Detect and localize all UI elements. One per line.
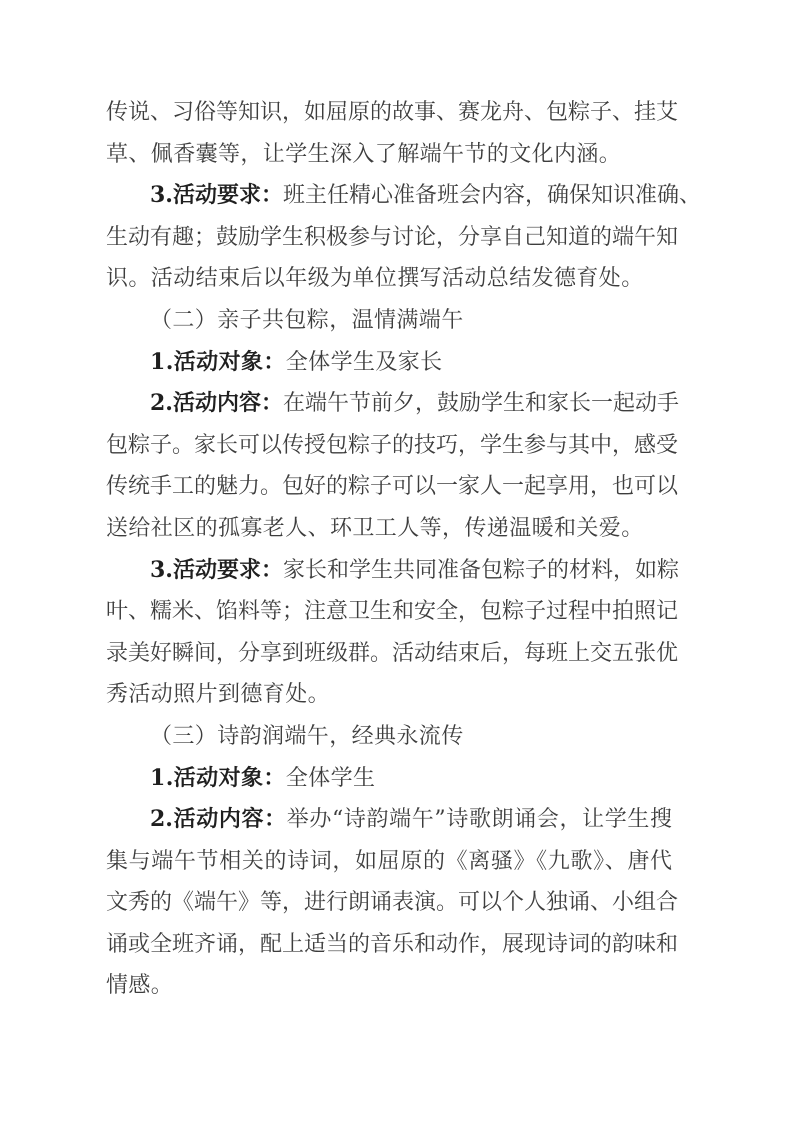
text-run: （三）诗韵润端午，经典永流传: [150, 723, 464, 749]
text-line: [106, 591, 679, 633]
section-heading-2: [106, 300, 672, 342]
text-run: （二）亲子共包粽，温情满端午: [150, 307, 464, 333]
text-run: 送给社区的孤寡老人、环卫工人等，传递温暖和关爱。: [106, 515, 644, 541]
text-line: [106, 882, 679, 924]
text-line: [106, 633, 679, 675]
text-line: [106, 92, 679, 134]
paragraph-label-bold: 3.活动要求：: [150, 556, 283, 583]
text-run: 文秀的《端午》等，进行朗诵表演。可以个人独诵、小组合: [106, 890, 679, 916]
text-line: [106, 924, 679, 966]
document-body: [106, 92, 701, 1007]
text-run: 秀活动照片到德育处。: [106, 682, 331, 708]
text-line: [106, 758, 672, 800]
text-run: 班主任精心准备班会内容，确保知识准确、: [282, 183, 701, 209]
text-line: [106, 550, 679, 592]
text-run: 家长和学生共同准备包粽子的材料，如粽: [282, 557, 679, 583]
text-line: [106, 965, 672, 1007]
text-line: [106, 799, 672, 841]
paragraph-label-bold: 2.活动内容：: [150, 390, 283, 417]
text-run: 叶、糯米、馅料等；注意卫生和安全，包粽子过程中拍照记: [106, 599, 679, 625]
text-run: 包粽子。家长可以传授包粽子的技巧，学生参与其中，感受: [106, 432, 679, 458]
text-run: 传统手工的魅力。包好的粽子可以一家人一起享用，也可以: [106, 474, 679, 500]
paragraph-label-bold: 1.活动对象：: [150, 348, 286, 375]
paragraph-label-bold: 1.活动对象：: [150, 764, 286, 791]
section-heading-3: [106, 716, 672, 758]
text-line: [106, 134, 672, 176]
text-run: 录美好瞬间，分享到班级群。活动结束后，每班上交五张优: [106, 640, 679, 666]
text-line: [106, 466, 679, 508]
text-line: [106, 674, 672, 716]
text-run: 全体学生及家长: [285, 349, 443, 375]
text-line: [106, 258, 672, 300]
text-line: [106, 383, 679, 425]
text-run: 举办“诗韵端午”诗歌朗诵会，让学生搜: [286, 807, 673, 833]
text-line: [106, 175, 701, 217]
text-run: 识。活动结束后以年级为单位撰写活动总结发德育处。: [106, 266, 644, 292]
text-run: 全体学生: [285, 765, 376, 791]
paragraph-label-bold: 3.活动要求：: [150, 182, 283, 209]
text-run: 生动有趣；鼓励学生积极参与讨论，分享自己知道的端午知: [106, 224, 679, 250]
text-run: 情感。: [106, 973, 174, 999]
text-line: [106, 425, 679, 467]
text-run: 在端午节前夕，鼓励学生和家长一起动手: [282, 391, 679, 417]
text-line: [106, 342, 672, 384]
text-run: 诵或全班齐诵，配上适当的音乐和动作，展现诗词的韵味和: [106, 931, 679, 957]
paragraph-label-bold: 2.活动内容：: [150, 806, 287, 833]
text-run: 草、佩香囊等，让学生深入了解端午节的文化内涵。: [106, 141, 622, 167]
text-line: [106, 217, 679, 259]
text-line: [106, 841, 672, 883]
text-run: 集与端午节相关的诗词，如屈原的《离骚》《九歌》、唐代: [106, 848, 672, 874]
text-run: 传说、习俗等知识，如屈原的故事、赛龙舟、包粽子、挂艾: [106, 100, 679, 125]
text-line: [106, 508, 672, 550]
